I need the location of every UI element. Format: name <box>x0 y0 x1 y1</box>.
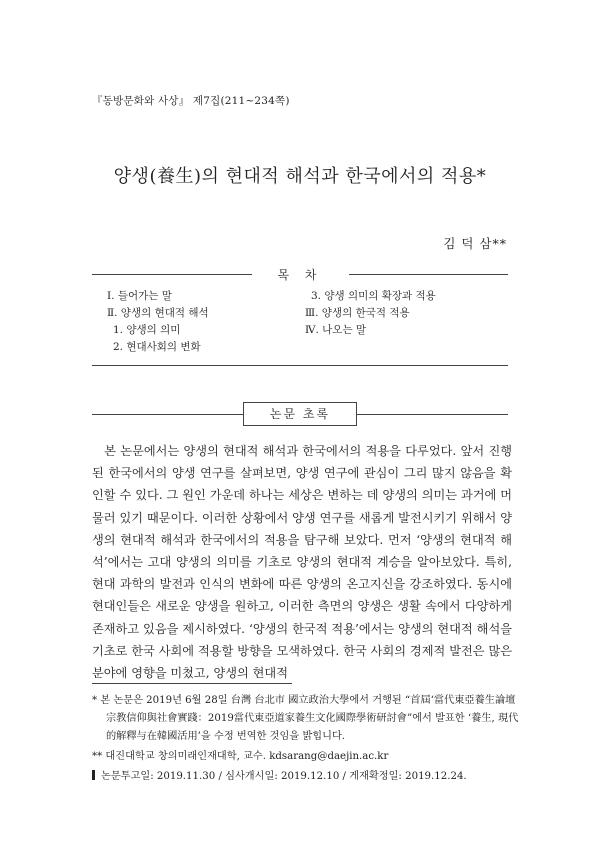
toc-item[interactable]: 1. 양생의 의미 <box>113 324 181 336</box>
submission-dates <box>92 768 467 786</box>
footnote-1: * 본 논문은 2019년 6월 28일 台灣 台北市 國立政治大學에서 거행된 “首屆‘當代東亞養生論壇 宗教信仰與社會實踐：2019當代東亞道家養生文化國際學術研討會”에서 발표한 ‘養生, 現代的解釋与在韓國活用’을 수정 번역한 것임을 밝힙니다. <box>92 695 519 742</box>
toc-item[interactable]: Ⅱ. 양생의 현대적 해석 <box>107 307 209 319</box>
abstract-heading: 논문 초록 <box>243 402 357 426</box>
toc-item[interactable]: Ⅳ. 나오는 말 <box>305 324 367 336</box>
toc-heading: 목 차 <box>0 264 600 283</box>
paper-title: 양생(養生)의 현대적 해석과 한국에서의 적용* <box>113 166 487 187</box>
submission-dates-text: 논문투고일: 2019.11.30 / 심사개시일: 2019.12.10 / 게재확정일: 2019.12.24. <box>101 771 467 782</box>
footnote-2: ** 대진대학교 창의미래인재대학, 교수. kdsarang@daejin.ac.kr <box>92 751 389 762</box>
toc-item[interactable]: Ⅲ. 양생의 한국적 적용 <box>305 307 410 319</box>
toc-bottom-rule <box>92 365 508 366</box>
toc-right-column <box>305 288 436 339</box>
toc-item[interactable]: 2. 현대사회의 변화 <box>113 341 201 353</box>
abstract-body: 본 논문에서는 양생의 현대적 해석과 한국에서의 적용을 다루었다. 앞서 진행된 한국에서의 양생 연구를 살펴보면, 양생 연구에 관심이 그리 많지 않음을 확인할 수 있다. 그 원인 가운데 하나는 세상은 변하는 데 양생의 의미는 과거에 머물러 있기 때문이다. 이러한 상황에서 양생 연구를 새롭게 발전시키기 위해서 양생의 현대적 해석과 한국에서의 적용을 탐구해 보았다. 먼저 ‘양생의 현대적 해석’에서는 고대 양생의 의미를 기초로 양생의 현대적 계승을 알아보았다. 특히, 현대 과학의 발전과 인식의 변화에 따른 양생의 온고지신을 강조하였다. 동시에 현대인들은 새로운 양생을 원하고, 이러한 측면의 양생은 생활 속에서 다양하게 존재하고 있음을 제시하였다. ‘양생의 한국적 적용’에서는 양생의 현대적 해석을 기초로 한국 사회에 적용할 방향을 모색하였다. 한국 사회의 경제적 발전은 많은 분야에 영향을 미쳤고, 양생의 현대적 <box>92 444 512 681</box>
author-name: 김 덕 삼** <box>443 236 507 251</box>
marker-bar <box>92 770 95 780</box>
toc-item[interactable]: 3. 양생 의미의 확장과 적용 <box>311 290 436 302</box>
footnote-rule <box>92 683 292 684</box>
journal-citation: 『동방문화와 사상』 제7집(211~234쪽) <box>92 95 290 107</box>
toc-left-column <box>107 288 209 356</box>
toc-item[interactable]: Ⅰ. 들어가는 말 <box>107 290 172 302</box>
